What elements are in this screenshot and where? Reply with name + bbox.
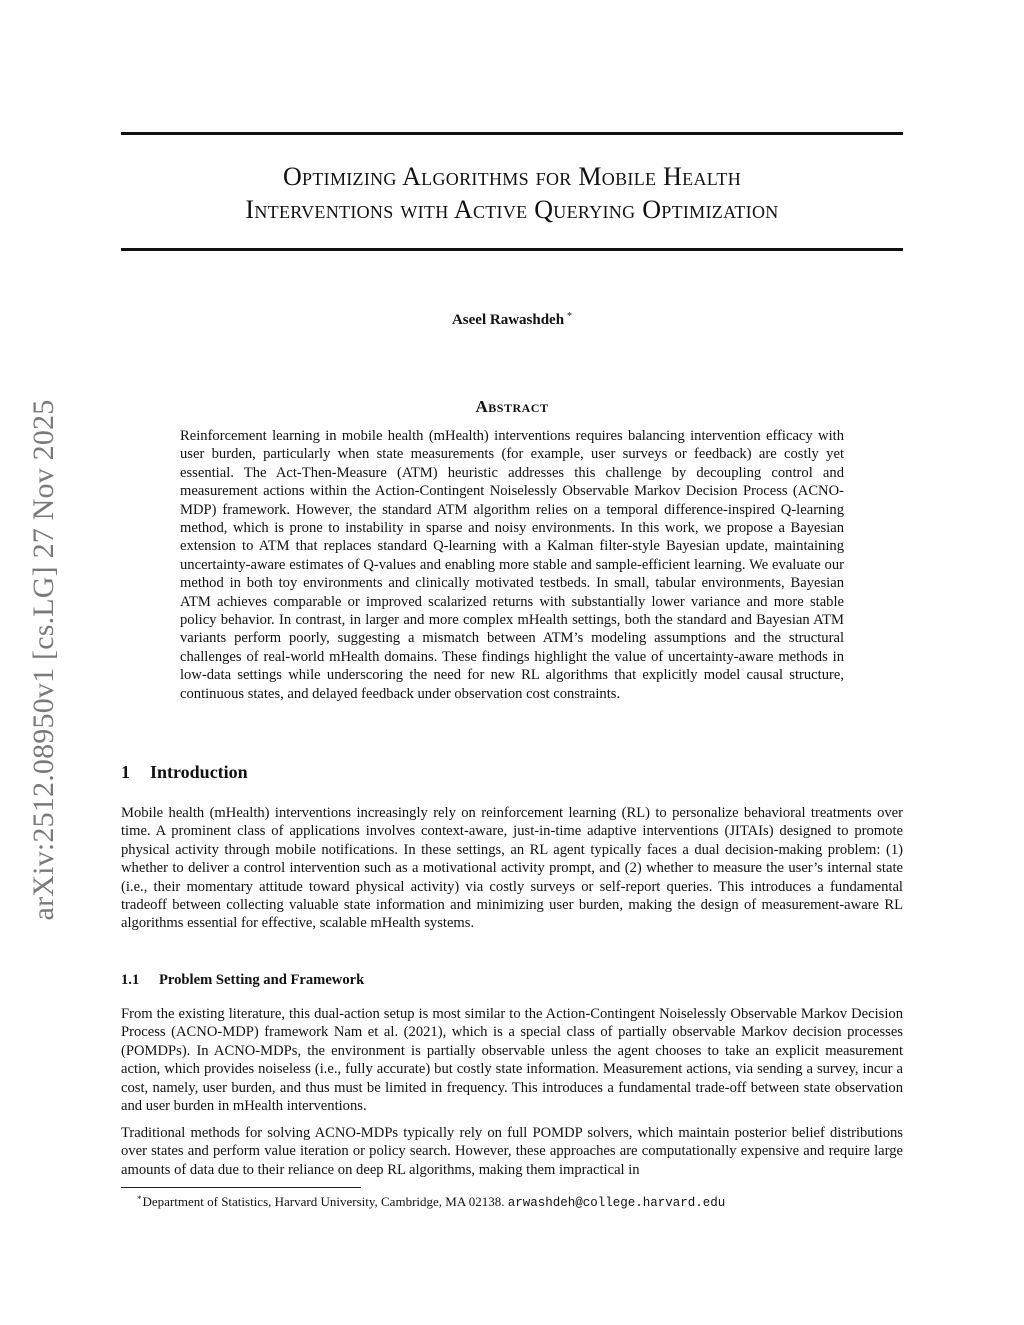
footnote: [137, 1191, 725, 1212]
author-line: [121, 311, 903, 329]
introduction-paragraph: Mobile health (mHealth) interventions increasingly rely on reinforcement learning (RL) to personalize behavioral treatments over time. A prominent class of applications involves context-aware, just-in-time adaptive interventions (JITAIs) designed to promote physical activity through mobile notifications. In these settings, an RL agent typically faces a dual decision-making problem: (1) whether to deliver a control intervention such as a motivational activity prompt, and (2) whether to measure the user’s internal state (i.e., their momentary attitude toward physical activity) via costly surveys or self-report queries. This introduces a fundamental tradeoff between collecting valuable state information and minimizing user burden, making the design of measurement-aware RL algorithms essential for effective, scalable mHealth systems.: [121, 805, 903, 932]
paper-title: [121, 160, 903, 226]
abstract-heading: Abstract: [475, 397, 549, 416]
arxiv-identifier-stamp: arXiv:2512.08950v1 [cs.LG] 27 Nov 2025: [27, 399, 60, 921]
paper-title-line-1: Optimizing Algorithms for Mobile Health: [282, 162, 742, 191]
section-title: Introduction: [150, 762, 248, 782]
section-heading-introduction: [121, 762, 248, 783]
author-footnote-mark: *: [567, 311, 573, 322]
author-name: Aseel Rawashdeh: [451, 312, 565, 328]
footnote-rule: [121, 1187, 361, 1188]
section-number: 1: [121, 762, 130, 782]
footnote-affiliation: Department of Statistics, Harvard University, Cambridge, MA 02138.: [142, 1194, 505, 1209]
framework-paragraph: From the existing literature, this dual-action setup is most similar to the Action-Contingent Noiselessly Observable Markov Decision Process (ACNO-MDP) framework Nam et al. (2021), which is a special class of partially observable Markov decision processes (POMDPs). In ACNO-MDPs, the environment is partially observable unless the agent chooses to take an explicit measurement action, which provides noiseless (i.e., fully accurate) but costly state information. Measurement actions, via sending a survey, incur a cost, namely, user burden, and thus must be limited in frequency. This introduces a fundamental trade-off between state observation and user burden in mHealth interventions.: [121, 1006, 903, 1115]
title-bottom-rule: [121, 248, 903, 251]
paper-title-line-2: Interventions with Active Querying Optimization: [245, 195, 779, 224]
methods-paragraph: Traditional methods for solving ACNO-MDPs typically rely on full POMDP solvers, which maintain posterior belief distributions over states and perform value iteration or policy search. However, these approaches are computationally expensive and require large amounts of data due to their reliance on deep RL algorithms, making them impractical in: [121, 1125, 903, 1178]
subsection-number: 1.1: [121, 972, 140, 988]
abstract-body: Reinforcement learning in mobile health (mHealth) interventions requires balancing intervention efficacy with user burden, particularly when state measurements (for example, user surveys or feedback) are costly yet essential. The Act-Then-Measure (ATM) heuristic addresses this challenge by decoupling control and measurement actions within the Action-Contingent Noiselessly Observable Markov Decision Process (ACNO-MDP) framework. However, the standard ATM algorithm relies on a temporal difference-inspired Q-learning method, which is prone to instability in sparse and noisy environments. In this work, we propose a Bayesian extension to ATM that replaces standard Q-learning with a Kalman filter-style Bayesian update, maintaining uncertainty-aware estimates of Q-values and enabling more stable and sample-efficient learning. We evaluate our method in both toy environments and clinically motivated testbeds. In small, tabular environments, Bayesian ATM achieves comparable or improved scalarized returns with substantially lower variance and more stable policy behavior. In contrast, in larger and more complex mHealth settings, both the standard and Bayesian ATM variants perform poorly, suggesting a mismatch between ATM’s modeling assumptions and the structural challenges of real-world mHealth domains. These findings highlight the value of uncertainty-aware methods in low-data settings while underscoring the need for new RL algorithms that explicitly model causal structure, continuous states, and delayed feedback under observation cost constraints.: [180, 428, 844, 702]
subsection-heading-problem-setting: [121, 972, 364, 989]
title-top-rule: [121, 132, 903, 135]
author-email: arwashdeh@college.harvard.edu: [507, 1196, 726, 1210]
footnote-mark: *: [137, 1194, 142, 1204]
subsection-title: Problem Setting and Framework: [159, 972, 365, 988]
